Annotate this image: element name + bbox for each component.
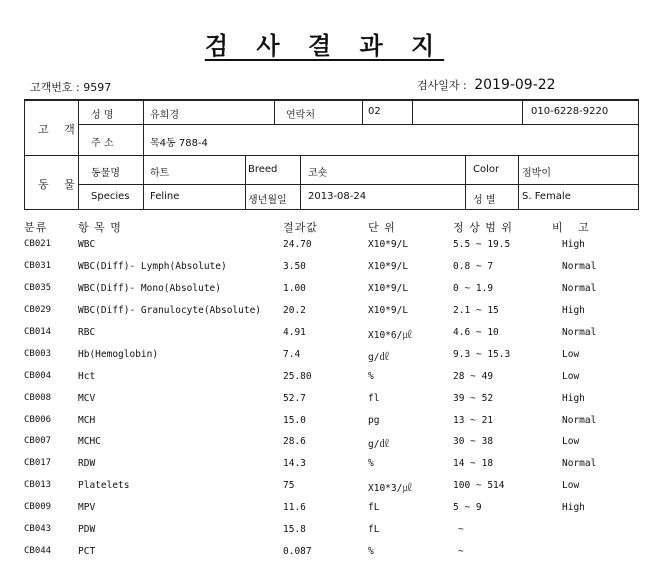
row-note: Low (562, 349, 580, 360)
table-row (0, 415, 649, 437)
row-note: Low (562, 371, 580, 382)
table-row (0, 524, 649, 546)
row-range: ~ (458, 546, 464, 557)
row-unit: pg (368, 415, 380, 426)
row-code: CB021 (24, 239, 52, 249)
row-code: CB009 (24, 502, 52, 512)
row-unit: X10*9/L (368, 239, 409, 250)
row-code: CB008 (24, 393, 52, 403)
species-label: Species (91, 191, 130, 202)
row-range: 28 ~ 49 (453, 371, 494, 382)
row-unit: g/㎗ (368, 439, 389, 450)
animal-name-label: 동물명 (91, 168, 120, 179)
row-range: 5 ~ 9 (453, 502, 482, 513)
row-item: PCT (78, 546, 96, 557)
row-item: PDW (78, 524, 96, 535)
breed-label: Breed (248, 164, 278, 175)
row-result: 1.00 (283, 283, 306, 294)
row-note: Normal (562, 415, 597, 426)
row-note: Normal (562, 458, 597, 469)
row-range: 13 ~ 21 (453, 415, 494, 426)
owner-name-label: 성 명 (91, 110, 114, 121)
row-range: 0 ~ 1.9 (453, 283, 494, 294)
row-range: 2.1 ~ 15 (453, 305, 499, 316)
row-unit: % (368, 546, 374, 557)
customer-number-label: 고객번호 : (30, 81, 80, 94)
color-value: 점박이 (522, 168, 551, 179)
table-row (0, 327, 649, 349)
contact-code: 02 (368, 106, 381, 117)
row-result: 15.8 (283, 524, 306, 535)
row-unit: fL (368, 502, 380, 513)
table-row (0, 502, 649, 524)
exam-date (417, 77, 556, 93)
table-row (0, 393, 649, 415)
row-item: WBC(Diff)- Mono(Absolute) (78, 283, 221, 294)
row-code: CB006 (24, 415, 52, 425)
row-code: CB014 (24, 327, 52, 337)
row-range: ~ (458, 524, 464, 535)
row-code: CB013 (24, 480, 52, 490)
owner-name: 유희경 (150, 110, 179, 121)
row-item: MCHC (78, 436, 101, 447)
table-row (0, 546, 649, 568)
sex-label: 성 별 (473, 195, 496, 206)
row-note: Normal (562, 327, 597, 338)
exam-date-value: 2019-09-22 (474, 77, 556, 93)
row-result: 0.087 (283, 546, 312, 557)
birth-value: 2013-08-24 (308, 191, 367, 202)
owner-address: 목4동 788-4 (150, 138, 208, 149)
row-range: 100 ~ 514 (453, 480, 505, 491)
row-code: CB017 (24, 458, 52, 468)
row-note: Normal (562, 283, 597, 294)
row-note: High (562, 502, 585, 513)
row-code: CB031 (24, 261, 52, 271)
row-unit: X10*3/㎕ (368, 483, 412, 494)
row-code: CB035 (24, 283, 52, 293)
row-result: 75 (283, 480, 295, 491)
row-range: 14 ~ 18 (453, 458, 494, 469)
customer-number-value: 9597 (83, 81, 112, 94)
breed-value: 코숏 (308, 168, 328, 179)
col-range: 정 상 범 위 (453, 221, 513, 234)
row-item: WBC (78, 239, 96, 250)
animal-name: 하트 (150, 168, 170, 179)
row-range: 4.6 ~ 10 (453, 327, 499, 338)
row-item: MCV (78, 393, 96, 404)
row-result: 15.0 (283, 415, 306, 426)
row-unit: X10*6/㎕ (368, 330, 412, 341)
table-row (0, 480, 649, 502)
row-unit: fl (368, 393, 380, 404)
sex-value: S. Female (522, 191, 571, 202)
table-row (0, 349, 649, 371)
row-unit: % (368, 371, 374, 382)
table-row (0, 458, 649, 480)
row-item: RBC (78, 327, 96, 338)
row-result: 3.50 (283, 261, 306, 272)
row-result: 7.4 (283, 349, 301, 360)
row-result: 24.70 (283, 239, 312, 250)
table-row (0, 239, 649, 261)
row-note: Low (562, 436, 580, 447)
row-result: 11.6 (283, 502, 306, 513)
row-result: 25.80 (283, 371, 312, 382)
row-note: High (562, 239, 585, 250)
species-value: Feline (150, 191, 180, 202)
row-item: WBC(Diff)- Granulocyte(Absolute) (78, 305, 262, 316)
row-item: RDW (78, 458, 96, 469)
row-item: Platelets (78, 480, 130, 491)
col-unit: 단 위 (368, 221, 396, 234)
table-row (0, 261, 649, 283)
row-item: Hb(Hemoglobin) (78, 349, 159, 360)
row-unit: % (368, 458, 374, 469)
row-item: WBC(Diff)- Lymph(Absolute) (78, 261, 227, 272)
animal-section-label: 동 물 (38, 178, 81, 191)
row-range: 30 ~ 38 (453, 436, 494, 447)
row-unit: X10*9/L (368, 261, 409, 272)
report-title: 검 사 결 과 지 (204, 32, 445, 60)
row-code: CB043 (24, 524, 52, 534)
row-code: CB029 (24, 305, 52, 315)
table-row (0, 436, 649, 458)
owner-phone: 010-6228-9220 (531, 106, 609, 117)
row-item: MCH (78, 415, 96, 426)
row-note: Normal (562, 261, 597, 272)
row-code: CB003 (24, 349, 52, 359)
color-label: Color (473, 164, 500, 175)
owner-section-label: 고 객 (38, 123, 81, 136)
row-result: 20.2 (283, 305, 306, 316)
table-row (0, 305, 649, 327)
row-note: Low (562, 480, 580, 491)
row-result: 28.6 (283, 436, 306, 447)
row-note: High (562, 393, 585, 404)
row-range: 9.3 ~ 15.3 (453, 349, 511, 360)
row-range: 0.8 ~ 7 (453, 261, 494, 272)
row-result: 4.91 (283, 327, 306, 338)
row-item: Hct (78, 371, 96, 382)
birth-label: 생년월일 (248, 195, 287, 206)
table-row (0, 283, 649, 305)
row-range: 39 ~ 52 (453, 393, 494, 404)
customer-number (30, 79, 111, 95)
exam-date-label: 검사일자 : (417, 79, 467, 92)
row-result: 14.3 (283, 458, 306, 469)
row-code: CB007 (24, 436, 52, 446)
row-note: High (562, 305, 585, 316)
row-unit: fL (368, 524, 380, 535)
row-unit: X10*9/L (368, 283, 409, 294)
col-note: 비 고 (552, 221, 595, 234)
row-item: MPV (78, 502, 96, 513)
col-item: 항 목 명 (78, 221, 122, 234)
row-result: 52.7 (283, 393, 306, 404)
col-result: 결과값 (283, 221, 318, 234)
row-code: CB004 (24, 371, 52, 381)
address-label: 주 소 (91, 138, 114, 149)
contact-label: 연락처 (286, 110, 315, 121)
table-row (0, 371, 649, 393)
row-range: 5.5 ~ 19.5 (453, 239, 511, 250)
row-code: CB044 (24, 546, 52, 556)
row-unit: g/㎗ (368, 352, 389, 363)
col-category: 분류 (24, 221, 48, 234)
row-unit: X10*9/L (368, 305, 409, 316)
